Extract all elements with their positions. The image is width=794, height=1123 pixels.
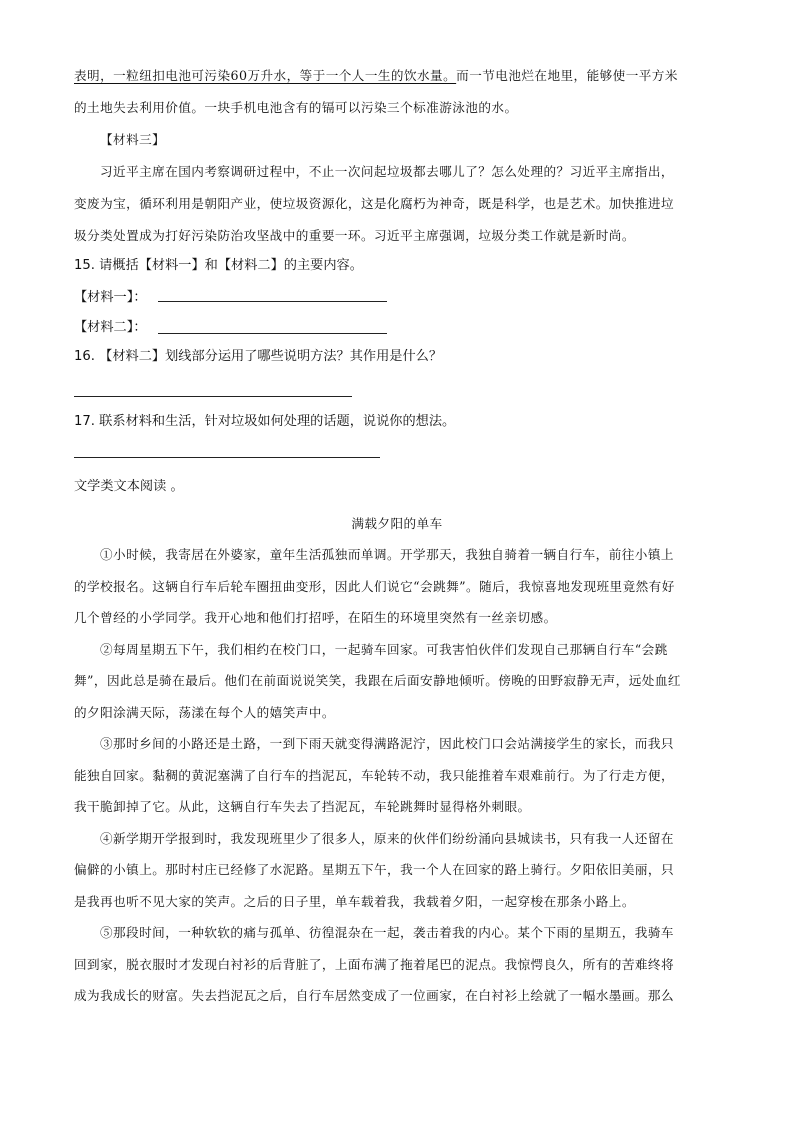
story-p4-line-3: 是我再也听不见大家的笑声。之后的日子里，单车载着我，我载着夕阳，一起穿梭在那条小路上。 (74, 894, 635, 909)
q15-answer-line-1[interactable] (158, 301, 387, 302)
material3-line-2: 变废为宝，循环利用是朝阳产业，使垃圾资源化，这是化腐朽为神奇，既是科学，也是艺术。加快推进垃 (74, 196, 675, 211)
material3-line-1: 习近平主席在国内考察调研过程中，不止一次问起垃圾都去哪儿了？怎么处理的？习近平主席指出， (100, 164, 674, 179)
question-17: 17. 联系材料和生活，针对垃圾如何处理的话题，说说你的想法。 (74, 414, 456, 429)
section-label: 文学类文本阅读 。 (74, 479, 184, 494)
story-p1-line-1: ①小时候，我寄居在外婆家，童年生活孤独而单调。开学那天，我独自骑着一辆自行车，前往小镇上 (100, 547, 674, 562)
material2-line-1 (74, 66, 678, 86)
story-p2-line-2: 舞”，因此总是骑在最后。他们在前面说说笑笑，我跟在后面安静地倾听。傍晚的田野寂静无声，远处血红 (74, 673, 681, 688)
q15-answer-label-1: 【材料一】： (74, 290, 147, 305)
story-p3-line-1: ③那时乡间的小路还是土路，一到下雨天就变得满路泥泞，因此校门口会站满接学生的家长，而我只 (100, 736, 674, 751)
story-p5-line-2: 回到家，脱衣服时才发现白衬衫的后背脏了，上面布满了拖着尾巴的泥点。我惊愕良久，所有的苦难终将 (74, 957, 675, 972)
q15-answer-label-2: 【材料二】： (74, 320, 147, 335)
story-p3-line-2: 能独自回家。黏稠的黄泥塞满了自行车的挡泥瓦，车轮转不动，我只能推着车艰难前行。为了行走方便， (74, 768, 675, 783)
story-p4-line-1: ④新学期开学报到时，我发现班里少了很多人，原来的伙伴们纷纷涌向县城读书，只有我一人还留在 (100, 831, 674, 846)
question-15: 15. 请概括【材料一】和【材料二】的主要内容。 (74, 258, 363, 273)
q17-answer-line[interactable] (74, 457, 380, 458)
story-p4-line-2: 偏僻的小镇上。那时村庄已经修了水泥路。星期五下午，我一个人在回家的路上骑行。夕阳依旧美丽，只 (74, 862, 675, 877)
material2-line-2: 的土地失去利用价值。一块手机电池含有的镉可以污染三个标准游泳池的水。 (74, 100, 518, 115)
story-p2-line-1: ②每周星期五下午，我们相约在校门口，一起骑车回家。可我害怕伙伴们发现自己那辆自行车“会跳 (100, 642, 668, 657)
question-16: 16. 【材料二】划线部分运用了哪些说明方法？其作用是什么？ (74, 349, 443, 364)
story-p2-line-3: 的夕阳涂满天际，荡漾在每个人的嬉笑声中。 (74, 705, 335, 720)
story-p3-line-3: 我干脆卸掉了它。从此，这辆自行车失去了挡泥瓦，车轮跳舞时显得格外刺眼。 (74, 799, 531, 814)
material2-line1-rest: 而一节电池烂在地里，能够使一平方米 (456, 68, 678, 83)
q15-answer-line-2[interactable] (158, 333, 387, 334)
story-p1-line-2: 的学校报名。这辆自行车后轮车圈扭曲变形，因此人们说它“会跳舞”。随后，我惊喜地发现班里竟然有好 (74, 579, 675, 594)
story-title: 满载夕阳的单车 (351, 516, 443, 531)
q16-answer-line[interactable] (74, 396, 352, 397)
story-p5-line-3: 成为我成长的财富。失去挡泥瓦之后，自行车居然变成了一位画家，在白衬衫上绘就了一幅水墨画。那么 (74, 988, 675, 1003)
story-p5-line-1: ⑤那段时间，一种软软的痛与孤单、彷徨混杂在一起，袭击着我的内心。某个下雨的星期五，我骑车 (100, 925, 674, 940)
material3-line-3: 圾分类处置成为打好污染防治攻坚战中的重要一环。习近平主席强调，垃圾分类工作就是新时尚。 (74, 228, 635, 243)
material3-heading: 【材料三】 (100, 132, 166, 147)
story-p1-line-3: 几个曾经的小学同学。我开心地和他们打招呼，在陌生的环境里突然有一丝亲切感。 (74, 610, 557, 625)
underlined-text: 表明，一粒纽扣电池可污染60万升水，等于一个人一生的饮水量。 (74, 68, 457, 83)
